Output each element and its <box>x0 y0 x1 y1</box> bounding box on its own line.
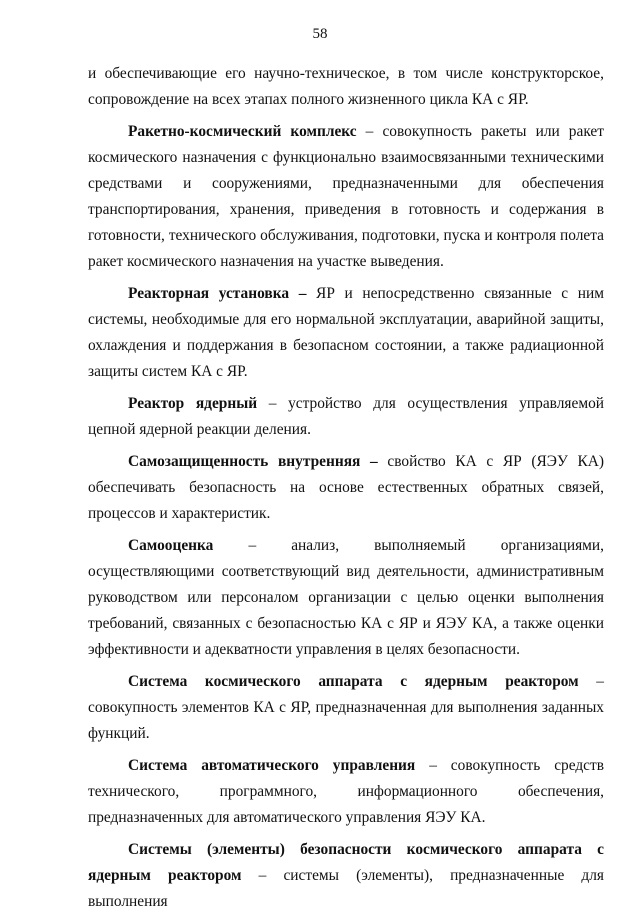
definition-term: Системы (элементы) безопасности космического аппарата с ядерным реактором <box>88 841 604 884</box>
definition-paragraph <box>88 669 604 747</box>
definition-term: Реакторная установка – <box>128 285 307 302</box>
definition-term: Самооценка <box>128 537 214 554</box>
paragraph-continuation <box>88 61 604 113</box>
definition-paragraph <box>88 753 604 831</box>
definition-text: – совокупность ракеты или ракет космического назначения с функционально взаимосвязанными техническими средствами и сооружениями, предназначенными для обеспечения транспортирования, хранения, приведения в готовность и содержания в готовности, технического обслуживания, подготовки, пуска и контроля полета ракет космического назначения на участке выведения. <box>88 123 604 270</box>
definition-text: – устройство для осуществления управляемой цепной ядерной реакции деления. <box>88 395 604 438</box>
definition-term: Ракетно-космический комплекс <box>128 123 357 140</box>
definition-text: – совокупность элементов КА с ЯР, предназначенная для выполнения заданных функций. <box>88 673 605 742</box>
definition-term: Самозащищенность внутренняя – <box>128 453 378 470</box>
definition-text: свойство КА с ЯР (ЯЭУ КА) обеспечивать безопасность на основе естественных обратных связей, процессов и характеристик. <box>88 453 604 522</box>
paragraph-text: и обеспечивающие его научно-техническое, в том числе конструкторское, сопровождение на всех этапах полного жизненного цикла КА с ЯР. <box>88 65 604 108</box>
definition-paragraph <box>88 449 604 527</box>
definition-paragraph <box>88 119 604 275</box>
definition-text: – системы (элементы), предназначенные для выполнения <box>88 867 605 910</box>
definition-term: Реактор ядерный <box>128 395 258 412</box>
definition-text: – анализ, выполняемый организациями, осуществляющими соответствующий вид деятельности, административным руководством или персоналом организации с целью оценки выполнения требований, связанных с безопасностью КА с ЯР и ЯЭУ КА, а также оценки эффективности и адекватности управления в целях безопасности. <box>88 537 604 658</box>
document-body <box>88 61 604 921</box>
definition-paragraph <box>88 281 604 385</box>
definition-paragraph <box>88 837 604 915</box>
page-number: 58 <box>312 26 328 42</box>
definition-term: Система автоматического управления <box>128 757 416 774</box>
definition-text: – совокупность средств технического, программного, информационного обеспечения, предназначенных для автоматического управления ЯЭУ КА. <box>88 757 605 826</box>
definition-paragraph <box>88 533 604 663</box>
definition-paragraph <box>88 391 604 443</box>
definition-text: ЯР и непосредственно связанные с ним системы, необходимые для его нормальной эксплуатации, аварийной защиты, охлаждения и поддержания в безопасном состоянии, а также радиационной защиты систем КА с ЯР. <box>88 285 604 380</box>
definition-term: Система космического аппарата с ядерным реактором <box>128 673 579 690</box>
